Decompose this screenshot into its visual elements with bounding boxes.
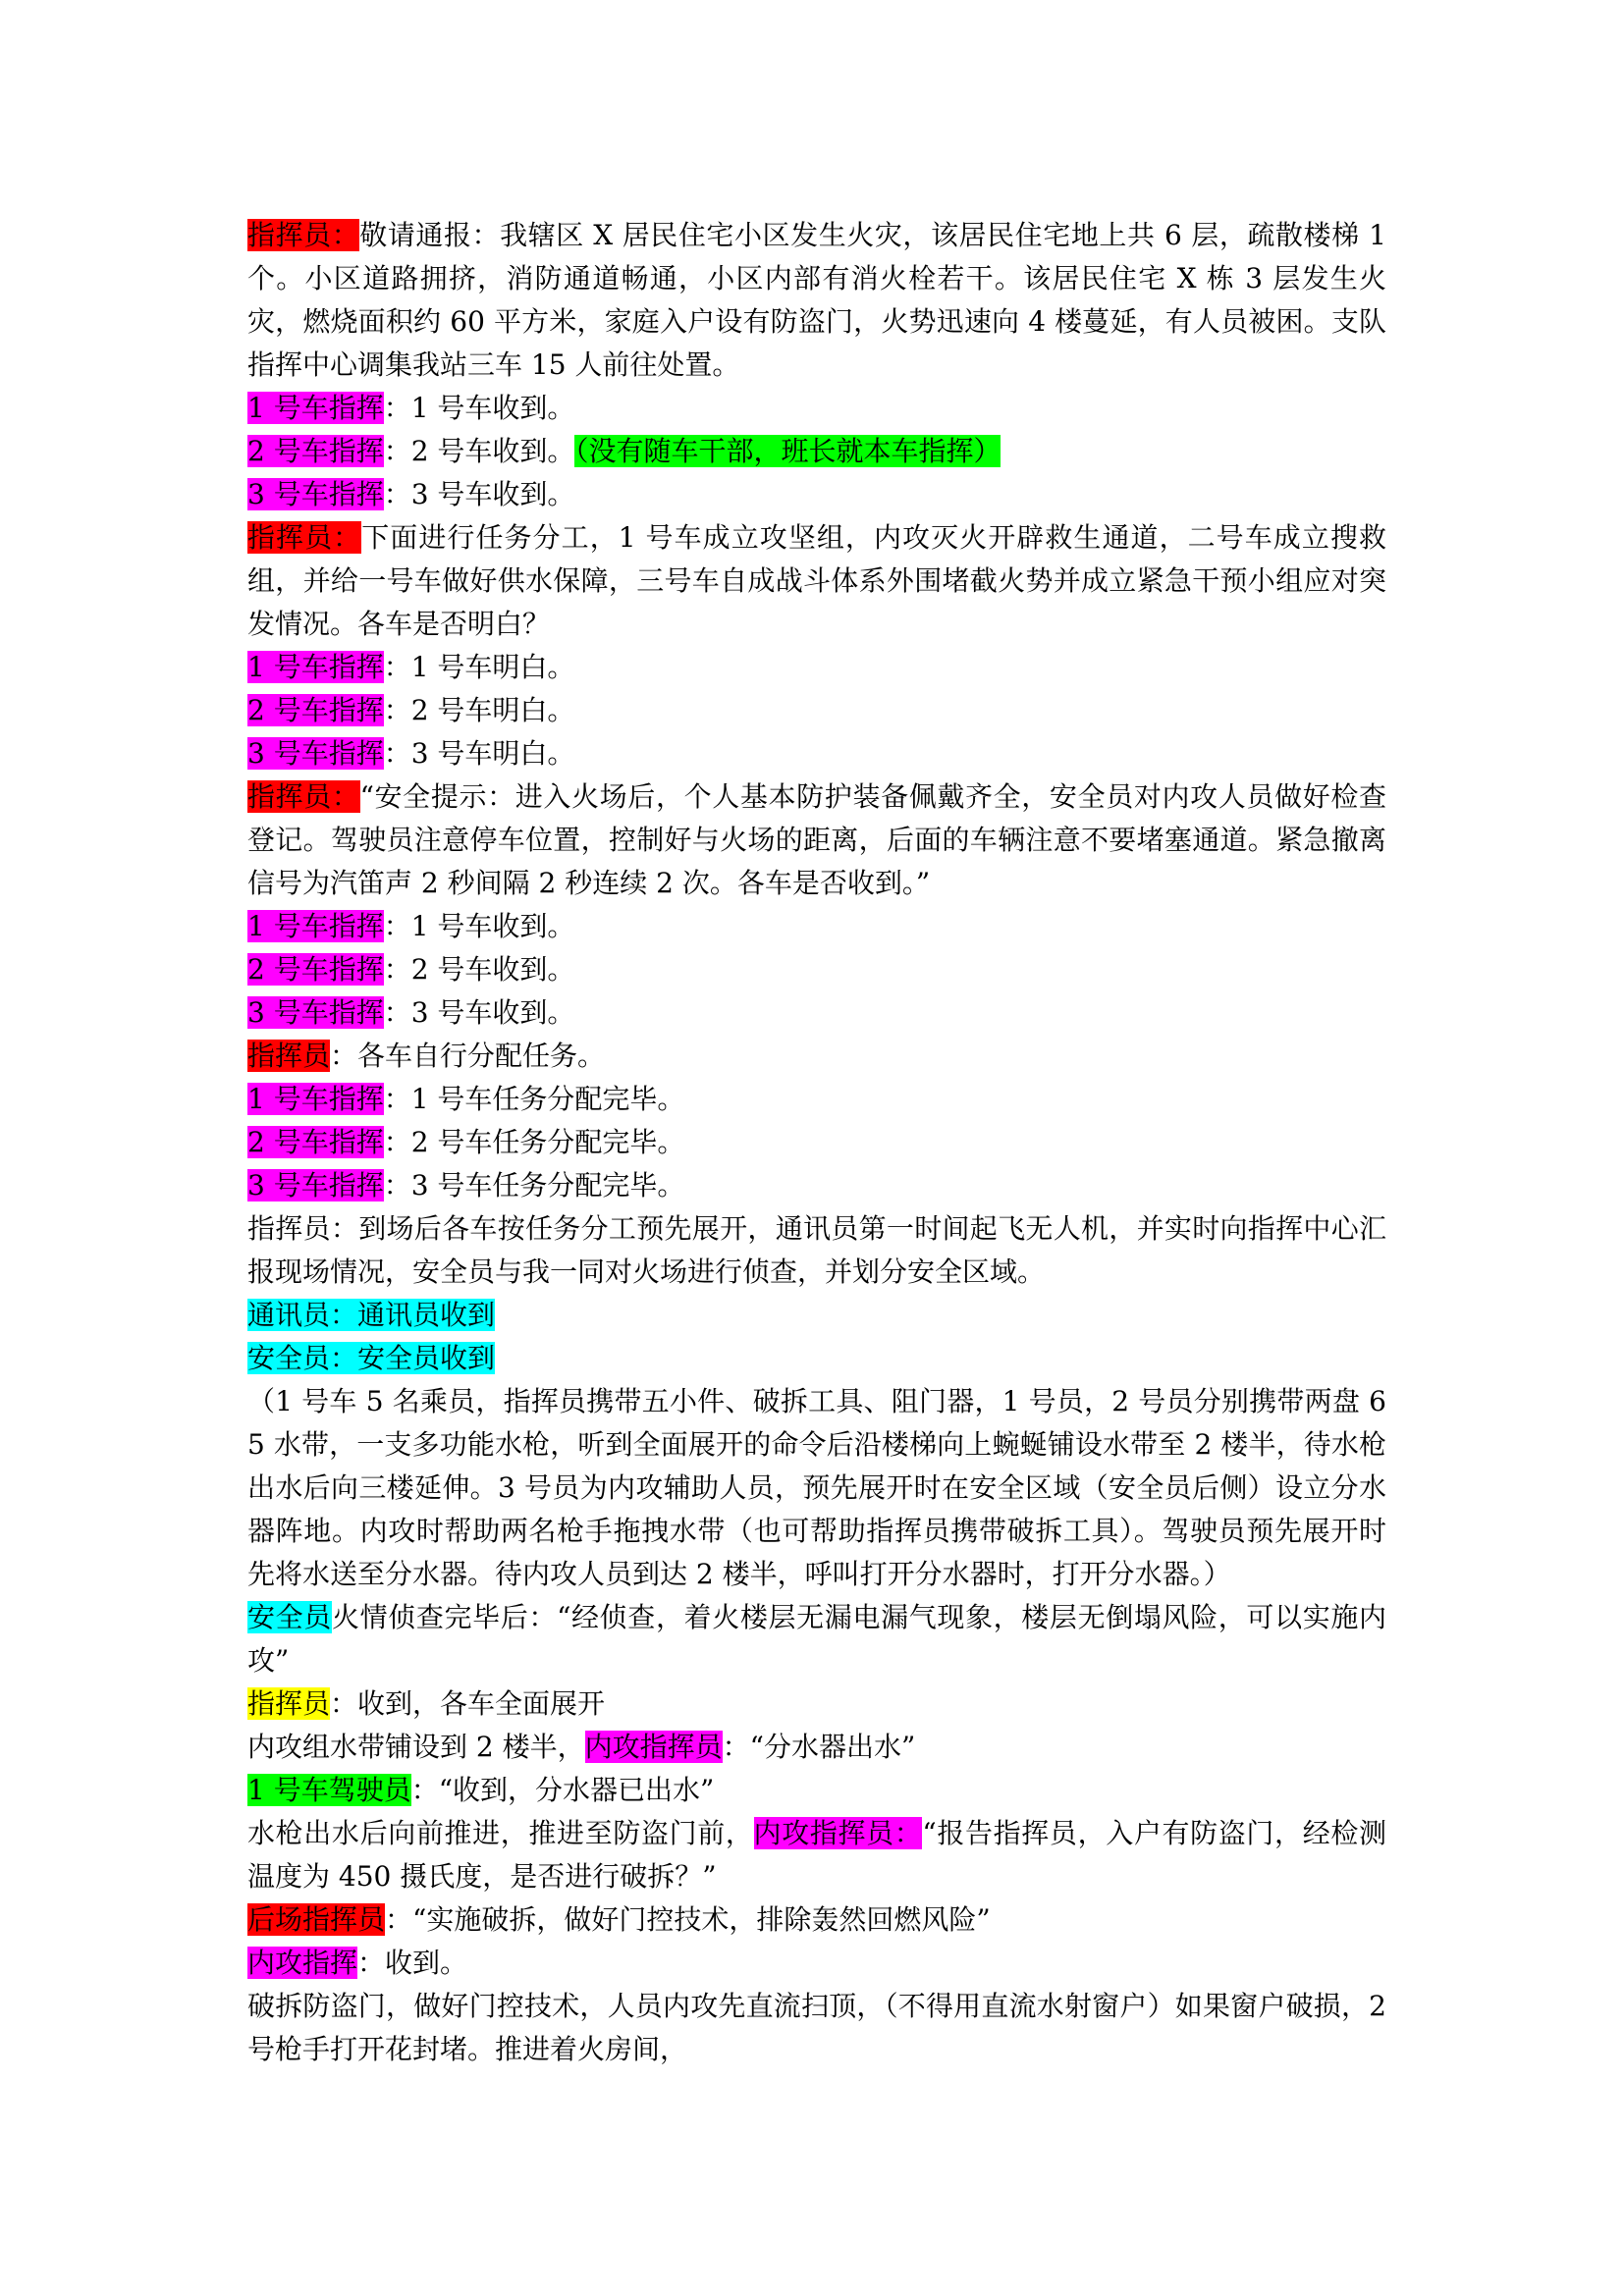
paragraph	[247, 214, 1386, 387]
text-run: 下面进行任务分工，1 号车成立攻坚组，内攻灭火开辟救生通道，二号车成立搜救组，并给一号车做好供水保障，三号车自成战斗体系外围堵截火势并成立紧急干预小组应对突发情况。各车是否明白？	[247, 521, 1386, 640]
highlighted-text: 3 号车指挥	[247, 737, 384, 770]
paragraph	[247, 646, 1386, 689]
paragraph	[247, 1337, 1386, 1380]
paragraph	[247, 991, 1386, 1035]
text-run: 水枪出水后向前推进，推进至防盗门前，	[247, 1817, 754, 1849]
highlighted-text: 1 号车指挥	[247, 651, 384, 683]
highlighted-text: 3 号车指挥	[247, 996, 384, 1029]
highlighted-text: 2 号车指挥	[247, 953, 384, 986]
text-run: ：1 号车收到。	[383, 392, 575, 424]
highlighted-text: 指挥员：	[247, 219, 360, 251]
highlighted-text: 内攻指挥员	[584, 1731, 723, 1763]
highlighted-text: 3 号车指挥	[247, 478, 384, 510]
text-run: ：2 号车收到。	[383, 435, 575, 467]
paragraph	[247, 1207, 1386, 1294]
highlighted-text: 指挥员：	[247, 521, 362, 554]
paragraph	[247, 948, 1386, 991]
highlighted-text: （没有随车干部，班长就本车指挥）	[574, 435, 1001, 467]
highlighted-text: 2 号车指挥	[247, 694, 384, 726]
text-run: ：3 号车明白。	[383, 737, 575, 770]
highlighted-text: 指挥员	[247, 1040, 331, 1072]
highlighted-text: 1 号车指挥	[247, 1083, 384, 1115]
paragraph	[247, 1121, 1386, 1164]
text-run: 火情侦查完毕后：“经侦查，着火楼层无漏电漏气现象，楼层无倒塌风险，可以实施内攻”	[247, 1601, 1386, 1677]
text-run: （1 号车 5 名乘员，指挥员携带五小件、破拆工具、阻门器，1 号员，2 号员分别携带两盘 65 水带，一支多功能水枪，听到全面展开的命令后沿楼梯向上蜿蜒铺设水带至 2 楼半，待水枪出水后向三楼延伸。3 号员为内攻辅助人员，预先展开时在安全区域（安全员后侧）设立分水器阵地。内攻时帮助两名枪手拖拽水带（也可帮助指挥员携带破拆工具）。驾驶员预先展开时先将水送至分水器。待内攻人员到达 2 楼半，呼叫打开分水器时，打开分水器。）	[247, 1385, 1386, 1590]
text-run: 敬请通报：我辖区 X 居民住宅小区发生火灾，该居民住宅地上共 6 层，疏散楼梯 1 个。小区道路拥挤，消防通道畅通，小区内部有消火栓若干。该居民住宅 X 栋 3 层发生火灾，燃烧面积约 60 平方米，家庭入户设有防盗门，火势迅速向 4 楼蔓延，有人员被困。支队指挥中心调集我站三车 15 人前往处置。	[247, 219, 1386, 381]
paragraph	[247, 905, 1386, 948]
highlighted-text: 后场指挥员	[247, 1903, 386, 1936]
paragraph	[247, 1682, 1386, 1726]
paragraph	[247, 689, 1386, 732]
text-run: ：“实施破拆，做好门控技术，排除轰然回燃风险”	[385, 1903, 991, 1936]
text-run: ：1 号车收到。	[383, 910, 575, 942]
highlighted-text: 1 号车指挥	[247, 392, 384, 424]
text-run: ：1 号车明白。	[383, 651, 575, 683]
text-run: ：2 号车任务分配完毕。	[383, 1126, 685, 1158]
highlighted-text: 1 号车指挥	[247, 910, 384, 942]
text-run: “安全提示：进入火场后，个人基本防护装备佩戴齐全，安全员对内攻人员做好检查登记。驾驶员注意停车位置，控制好与火场的距离，后面的车辆注意不要堵塞通道。紧急撤离信号为汽笛声 2 秒间隔 2 秒连续 2 次。各车是否收到。”	[247, 780, 1386, 899]
text-run: ：“分水器出水”	[722, 1731, 916, 1763]
text-run: ：收到，各车全面展开	[330, 1687, 606, 1720]
highlighted-text: 指挥员：	[247, 780, 360, 813]
highlighted-text: 指挥员	[247, 1687, 331, 1720]
highlighted-text: 1 号车驾驶员	[247, 1774, 411, 1806]
highlighted-text: 内攻指挥	[247, 1947, 358, 1979]
highlighted-text: 3 号车指挥	[247, 1169, 384, 1201]
paragraph	[247, 732, 1386, 775]
paragraph	[247, 1942, 1386, 1985]
text-run: 破拆防盗门，做好门控技术，人员内攻先直流扫顶，（不得用直流水射窗户）如果窗户破损，2 号枪手打开花封堵。推进着火房间，	[247, 1990, 1386, 2065]
highlighted-text: 内攻指挥员：	[753, 1817, 923, 1849]
text-run: ：收到。	[357, 1947, 468, 1979]
paragraph	[247, 775, 1386, 905]
text-run: ：3 号车任务分配完毕。	[383, 1169, 685, 1201]
highlighted-text: 2 号车指挥	[247, 1126, 384, 1158]
text-run: 内攻组水带铺设到 2 楼半，	[247, 1731, 585, 1763]
paragraph	[247, 1985, 1386, 2071]
paragraph	[247, 430, 1386, 473]
text-run: “报告指挥员，入户有防盗门，经检测温度为 450 摄氏度，是否进行破拆？”	[247, 1817, 1386, 1893]
paragraph	[247, 516, 1386, 646]
paragraph	[247, 1078, 1386, 1121]
highlighted-text: 安全员	[247, 1601, 332, 1633]
text-run: ：3 号车收到。	[383, 478, 575, 510]
paragraph	[247, 387, 1386, 430]
highlighted-text: 2 号车指挥	[247, 435, 384, 467]
paragraph	[247, 1769, 1386, 1812]
text-run: ：“收到，分水器已出水”	[410, 1774, 715, 1806]
text-run: 指挥员：到场后各车按任务分工预先展开，通讯员第一时间起飞无人机，并实时向指挥中心汇报现场情况，安全员与我一同对火场进行侦查，并划分安全区域。	[247, 1212, 1386, 1288]
paragraph	[247, 1898, 1386, 1942]
paragraph	[247, 1294, 1386, 1337]
text-run: ：1 号车任务分配完毕。	[383, 1083, 685, 1115]
text-run: ：3 号车收到。	[383, 996, 575, 1029]
paragraph	[247, 1726, 1386, 1769]
paragraph	[247, 1812, 1386, 1898]
paragraph	[247, 473, 1386, 516]
paragraph	[247, 1035, 1386, 1078]
document-page	[247, 214, 1386, 2071]
text-run: ：各车自行分配任务。	[330, 1040, 606, 1072]
paragraph	[247, 1164, 1386, 1207]
highlighted-text: 通讯员：通讯员收到	[247, 1299, 496, 1331]
highlighted-text: 安全员：安全员收到	[247, 1342, 496, 1374]
text-run: ：2 号车明白。	[383, 694, 575, 726]
paragraph	[247, 1380, 1386, 1596]
paragraph	[247, 1596, 1386, 1682]
text-run: ：2 号车收到。	[383, 953, 575, 986]
